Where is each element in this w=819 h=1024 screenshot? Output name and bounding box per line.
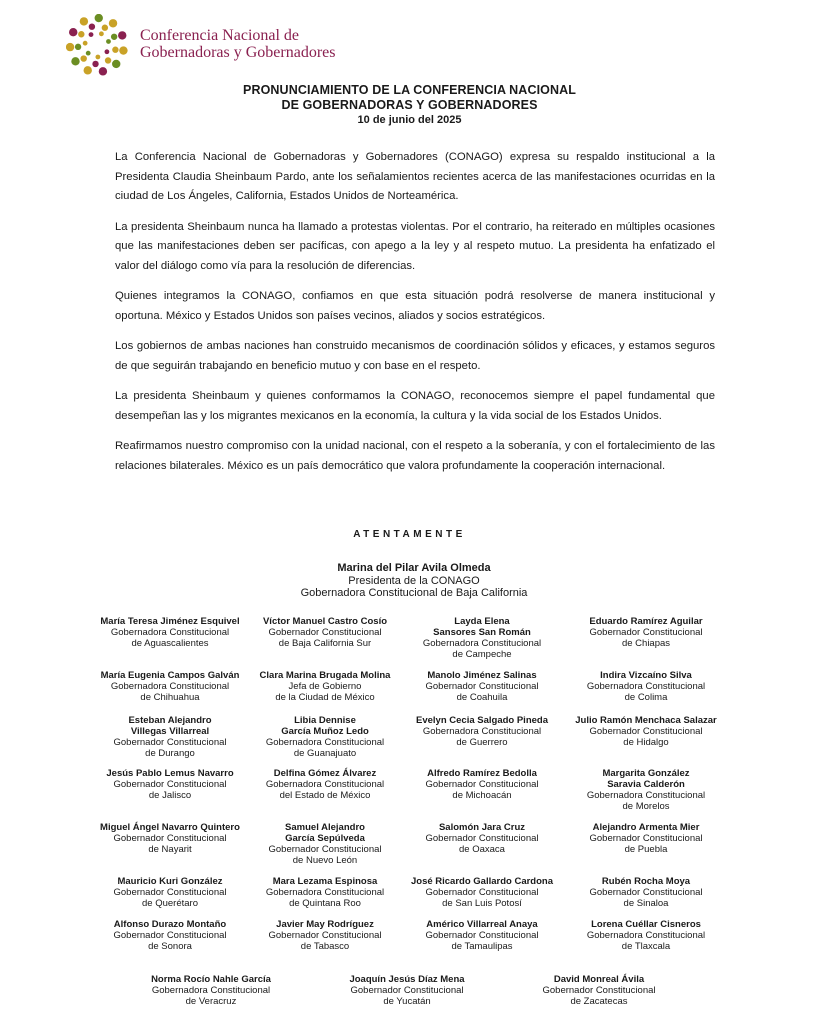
signatory-role: Gobernador Constitucional [425,930,539,941]
signatory-name: María Teresa Jiménez Esquivel [100,616,240,627]
logo-dot [84,66,92,74]
signatory-name: Mara Lezama Espinosa [272,876,378,887]
document-title-line1: PRONUNCIAMIENTO DE LA CONFERENCIA NACIONAL [243,83,576,97]
signatory [561,876,731,909]
logo-dot [111,34,117,40]
signatory [561,670,731,703]
signatory-name: Mauricio Kuri González [117,876,223,887]
signatory-name: Norma Rocío Nahle García [151,974,271,985]
logo-dot [75,44,81,50]
signatory-name: José Ricardo Gallardo Cardona [410,876,553,887]
logo-dot [71,57,79,65]
signatory-role: Gobernadora Constitucional [110,627,230,638]
signatory-name: García Sepúlveda [285,833,365,844]
signatory-role: Gobernador Constitucional [589,887,703,898]
signatory-name: David Monreal Ávila [553,974,645,985]
signatory-state: de Morelos [622,801,670,812]
statement-body [115,148,715,487]
signatory [561,768,731,812]
conago-circle-logo-icon [66,14,128,76]
signatory-name: Lorena Cuéllar Cisneros [591,919,701,930]
signatory-state: de Colima [624,692,668,703]
signatory [240,822,410,866]
paragraph: La presidenta Sheinbaum nunca ha llamado a protestas violentas. Por el contrario, ha reiterado en múltiples ocasiones que las manifestaciones deben ser pacíficas, con apego a la ley y al respeto mutuo. La presidenta ha enfatizado el valor del diálogo como vía para la resolución de diferencias. [115,220,715,272]
signatory-name: Indira Vizcaíno Silva [600,670,692,681]
logo-dot [112,60,120,68]
signatory-state: de Guerrero [456,737,508,748]
signatory-name: Manolo Jiménez Salinas [427,670,537,681]
logo-dot [66,43,74,51]
signatory-name: Samuel Alejandro [285,822,365,833]
signatory-name: García Muñoz Ledo [281,726,369,737]
signatory-name: Alfredo Ramírez Bedolla [427,768,537,779]
signatory-state: de Sinaloa [623,898,669,909]
signatory-name: Margarita González [602,768,690,779]
signatory [240,768,410,801]
signatory [561,822,731,855]
signatory [561,715,731,748]
organization-name-line1: Conferencia Nacional de [140,27,300,44]
paragraph: La Conferencia Nacional de Gobernadoras y Gobernadores (CONAGO) expresa su respaldo institucional a la Presidenta Claudia Sheinbaum Pardo, ante los señalamientos recientes acerca de las manifestaciones ocurridas en la ciudad de Los Ángeles, California, Estados Unidos de Norteamérica. [115,151,715,202]
signatory-state: de Tlaxcala [621,941,671,952]
signatory-state: de Durango [145,748,195,759]
signatory-role: Gobernador Constitucional [113,930,227,941]
logo-dot [80,17,88,25]
signatory-state: de San Luis Potosí [442,898,522,909]
signatory [397,715,567,748]
signatory-role: Gobernador Constitucional [350,985,464,996]
signatory-state: de Baja California Sur [278,638,372,649]
signatory [397,919,567,952]
signatory-state: de Oaxaca [459,844,505,855]
signatory-name: Esteban Alejandro [128,715,212,726]
signatory [240,715,410,759]
organization-name-line2: Gobernadoras y Gobernadores [140,44,336,61]
president-role: Presidenta de la CONAGO [348,574,480,587]
signatory-state: de Jalisco [148,790,192,801]
paragraph: La presidenta Sheinbaum y quienes conformamos la CONAGO, reconocemos siempre el papel fundamental que desempeñan las y los migrantes mexicanos en la economía, la cultura y la vida social de los Estados Unidos. [115,390,715,422]
signatory-name: Layda Elena [454,616,510,627]
president-signature [0,562,819,600]
signatory [397,616,567,660]
logo-dot [86,51,91,56]
signatory [85,876,255,909]
signatory-name: Clara Marina Brugada Molina [259,670,391,681]
signatory [240,876,410,909]
signatory-name: Villegas Villarreal [130,726,210,737]
logo-dot [119,46,127,54]
logo-dot [105,49,110,54]
signatory-role: Gobernador Constitucional [268,627,382,638]
signatory-name: Alejandro Armenta Mier [592,822,700,833]
signatory-name: Eduardo Ramírez Aguilar [589,616,703,627]
signatory-role: Gobernador Constitucional [589,833,703,844]
document-title-line2: DE GOBERNADORAS Y GOBERNADORES [281,98,538,112]
signatory-role: Gobernadora Constitucional [586,681,706,692]
signatory-role: Gobernador Constitucional [113,779,227,790]
signatory-state: de Chihuahua [140,692,200,703]
signatory-name: Salomón Jara Cruz [438,822,526,833]
signatory [85,715,255,759]
signatory-role: Gobernadora Constitucional [265,887,385,898]
signatory [561,616,731,649]
paragraph: Quienes integramos la CONAGO, confiamos en que esta situación podrá resolverse de manera institucional y oportuna. México y Estados Unidos son países vecinos, aliados y socios estratégicos. [115,290,715,322]
signatory-role: Gobernador Constitucional [425,681,539,692]
signatory [397,768,567,801]
signatory-state: de Tabasco [300,941,350,952]
logo-dot [118,31,126,39]
document-date: 10 de junio del 2025 [357,114,462,126]
signatory-role: Gobernadora Constitucional [422,638,542,649]
signatory-role: Jefa de Gobierno [288,681,362,692]
signatory-name: Javier May Rodríguez [276,919,374,930]
signatory-role: Gobernador Constitucional [589,726,703,737]
signatory-role: Gobernador Constitucional [425,887,539,898]
signatory-state: de Querétaro [142,898,198,909]
signatory-name: Evelyn Cecia Salgado Pineda [416,715,548,726]
logo-dot [89,32,94,37]
signatory [85,670,255,703]
organization-name [140,27,335,61]
signatory-state: de Zacatecas [570,996,628,1007]
signatory-state: de Sonora [148,941,192,952]
signatory-name: Delfina Gómez Álvarez [273,768,377,779]
signatory-state: de la Ciudad de México [275,692,375,703]
signatory [561,919,731,952]
signatory-role: Gobernador Constitucional [113,737,227,748]
logo-dot [105,57,111,63]
signatory-role: Gobernador Constitucional [113,833,227,844]
signatory-state: de Guanajuato [293,748,357,759]
signatory-role: Gobernador Constitucional [425,833,539,844]
logo-dot [69,28,77,36]
signatory [240,670,410,703]
signatory-state: de Tamaulipas [451,941,513,952]
logo-dot [95,55,100,60]
signatory-state: de Puebla [624,844,668,855]
signatory-state: de Yucatán [383,996,431,1007]
signatory-name: Sansores San Román [433,627,531,638]
document-title [0,83,819,113]
president-state: Gobernadora Constitucional de Baja California [300,587,528,599]
paragraph: Los gobiernos de ambas naciones han construido mecanismos de coordinación sólidos y eficaces, y estamos seguros de que seguirán trabajando en beneficio mutuo y con base en el respeto. [115,340,715,372]
signatory-role: Gobernadora Constitucional [265,779,385,790]
logo-dot [109,19,117,27]
signatory-role: Gobernadora Constitucional [110,681,230,692]
signatory-role: Gobernadora Constitucional [586,790,706,801]
logo-dot [80,55,86,61]
signatory-name: Américo Villarreal Anaya [426,919,538,930]
signatory-state: de Campeche [452,649,512,660]
signatory [85,768,255,801]
signatory-role: Gobernadora Constitucional [265,737,385,748]
logo-dot [99,67,107,75]
signatory-name: Julio Ramón Menchaca Salazar [575,715,717,726]
logo-dot [99,31,104,36]
signatory-state: de Nayarit [148,844,192,855]
signatory [240,919,410,952]
logo-dot [112,47,118,53]
closing-salutation: ATENTAMENTE [353,529,466,540]
signatory-state: de Coahuila [456,692,508,703]
signatory-state: de Michoacán [452,790,512,801]
signatory-state: de Nuevo León [292,855,358,866]
signatory-role: Gobernadora Constitucional [422,726,542,737]
signatory [85,919,255,952]
signatory-role: Gobernadora Constitucional [586,930,706,941]
signatory-state: de Aguascalientes [131,638,209,649]
signatory [397,670,567,703]
signatory-name: Joaquín Jesús Díaz Mena [349,974,465,985]
signatory-state: del Estado de México [279,790,371,801]
signatory [85,616,255,649]
signatory [397,822,567,855]
signatory-name: Víctor Manuel Castro Cosío [262,616,388,627]
signatory [397,876,567,909]
logo-dot [102,25,108,31]
signatory-role: Gobernador Constitucional [425,779,539,790]
signatory-role: Gobernador Constitucional [542,985,656,996]
signatory-name: Jesús Pablo Lemus Navarro [106,768,234,779]
president-name: Marina del Pilar Avila Olmeda [337,562,491,574]
signatory-role: Gobernador Constitucional [589,627,703,638]
signatory-name: Saravia Calderón [607,779,685,790]
signatory-name: María Eugenia Campos Galván [100,670,240,681]
signatory-role: Gobernadora Constitucional [151,985,271,996]
logo-dot [92,61,98,67]
signatory-name: Alfonso Durazo Montaño [113,919,227,930]
logo-dot [95,14,103,22]
logo-dot [78,31,84,37]
signatory [240,616,410,649]
logo-dot [106,39,111,44]
signatory [322,974,492,1007]
signatory-state: de Veracruz [185,996,237,1007]
signatory-name: Libia Dennise [294,715,356,726]
signatory-role: Gobernador Constitucional [268,930,382,941]
signatory [85,822,255,855]
signatory-name: Rubén Rocha Moya [601,876,691,887]
signatory-role: Gobernador Constitucional [268,844,382,855]
signatory-name: Miguel Ángel Navarro Quintero [100,822,240,833]
signatory-state: de Chiapas [621,638,671,649]
signatory-role: Gobernador Constitucional [113,887,227,898]
signatory [514,974,684,1007]
logo-dot [89,23,95,29]
signatory-state: de Hidalgo [623,737,669,748]
signatory-state: de Quintana Roo [289,898,361,909]
paragraph: Reafirmamos nuestro compromiso con la unidad nacional, con el respeto a la soberanía, y con el fortalecimiento de las relaciones bilaterales. México es un país democrático que valora profundamente la cooperación internacional. [115,440,715,472]
logo-dot [83,41,88,46]
signatory [126,974,296,1007]
